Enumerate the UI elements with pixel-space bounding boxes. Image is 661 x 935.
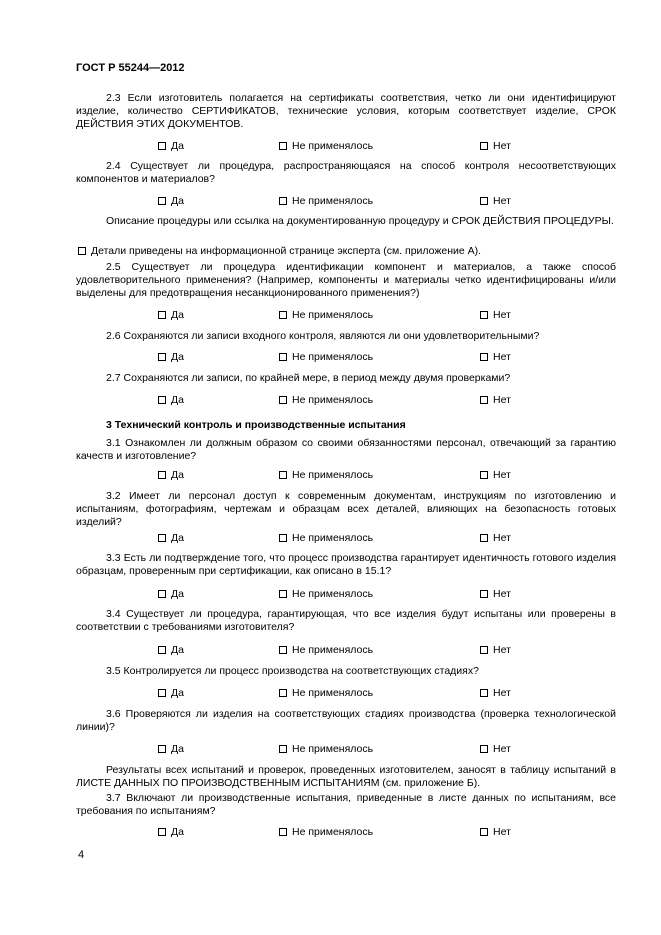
- option-no-label: Нет: [493, 394, 511, 406]
- checkbox-not-applied[interactable]: [279, 828, 287, 836]
- checkbox-yes[interactable]: [158, 828, 166, 836]
- checkbox-no[interactable]: [480, 590, 488, 598]
- checkbox-not-applied[interactable]: [279, 689, 287, 697]
- checkbox-yes[interactable]: [158, 590, 166, 598]
- checkbox-yes[interactable]: [158, 142, 166, 150]
- option-na-label: Не применялось: [292, 351, 374, 363]
- options-3-7: [0, 826, 661, 840]
- option-yes-label: Да: [171, 351, 184, 363]
- option-no-label: Нет: [493, 588, 511, 600]
- option-yes-label: Да: [171, 826, 184, 838]
- option-no-label: Нет: [493, 687, 511, 699]
- document-header: ГОСТ Р 55244—2012: [76, 62, 185, 74]
- checkbox-not-applied[interactable]: [279, 353, 287, 361]
- checkbox-no[interactable]: [480, 353, 488, 361]
- checkbox-not-applied[interactable]: [279, 142, 287, 150]
- checkbox-no[interactable]: [480, 471, 488, 479]
- option-no-label: Нет: [493, 826, 511, 838]
- option-yes-label: Да: [171, 309, 184, 321]
- item-3-1: 3.1 Ознакомлен ли должным образом со своими обязанностями персонал, отвечающий за гарантию качеств и изготовление?: [76, 437, 616, 462]
- checkbox-not-applied[interactable]: [279, 646, 287, 654]
- options-2-4: [0, 195, 661, 209]
- option-yes-label: Да: [171, 140, 184, 152]
- procedure-description: Описание процедуры или ссылка на документированную процедуру и СРОК ДЕЙСТВИЯ ПРОЦЕДУРЫ.: [106, 215, 614, 227]
- checkbox-not-applied[interactable]: [279, 197, 287, 205]
- details-text: Детали приведены на информационной странице эксперта (см. приложение А).: [91, 245, 482, 257]
- options-3-5: [0, 687, 661, 701]
- option-na-label: Не применялось: [292, 687, 374, 699]
- item-2-4: 2.4 Существует ли процедура, распространяющаяся на способ контроля несоответствующих компонентов и материалов?: [76, 160, 616, 185]
- option-na-label: Не применялось: [292, 743, 374, 755]
- item-3-7: 3.7 Включают ли производственные испытания, приведенные в листе данных по испытаниям, все требования по испытаниям?: [76, 792, 616, 817]
- option-na-label: Не применялось: [292, 309, 374, 321]
- option-yes-label: Да: [171, 532, 184, 544]
- options-2-6: [0, 351, 661, 365]
- checkbox-yes[interactable]: [158, 311, 166, 319]
- checkbox-yes[interactable]: [158, 353, 166, 361]
- item-2-3: 2.3 Если изготовитель полагается на сертификаты соответствия, четко ли они идентифицируют изделие, количество СЕРТИФИКАТОВ, технические условия, которым соответствует изделие, СРОК ДЕЙСТВИЯ ЭТИХ ДОКУМЕНТОВ.: [76, 92, 616, 130]
- item-3-4: 3.4 Существует ли процедура, гарантирующая, что все изделия будут испытаны или проверены в соответствии с требованиями изготовителя?: [76, 608, 616, 633]
- option-no-label: Нет: [493, 532, 511, 544]
- item-3-5: 3.5 Контролируется ли процесс производства на соответствующих стадиях?: [106, 665, 479, 677]
- option-na-label: Не применялось: [292, 826, 374, 838]
- option-no-label: Нет: [493, 743, 511, 755]
- option-no-label: Нет: [493, 644, 511, 656]
- option-na-label: Не применялось: [292, 532, 374, 544]
- checkbox-yes[interactable]: [158, 471, 166, 479]
- item-3-3: 3.3 Есть ли подтверждение того, что процесс производства гарантирует идентичность готового изделия образцам, проверенным при сертификации, как описано в 15.1?: [76, 552, 616, 577]
- checkbox-not-applied[interactable]: [279, 471, 287, 479]
- options-3-2: [0, 532, 661, 546]
- checkbox-no[interactable]: [480, 142, 488, 150]
- option-no-label: Нет: [493, 195, 511, 207]
- checkbox-not-applied[interactable]: [279, 311, 287, 319]
- item-2-7: 2.7 Сохраняются ли записи, по крайней мере, в период между двумя проверками?: [106, 372, 511, 384]
- checkbox-no[interactable]: [480, 197, 488, 205]
- option-na-label: Не применялось: [292, 394, 374, 406]
- options-2-7: [0, 394, 661, 408]
- option-yes-label: Да: [171, 743, 184, 755]
- option-no-label: Нет: [493, 309, 511, 321]
- option-no-label: Нет: [493, 351, 511, 363]
- option-yes-label: Да: [171, 195, 184, 207]
- option-yes-label: Да: [171, 644, 184, 656]
- page-number: 4: [78, 849, 85, 861]
- options-3-6: [0, 743, 661, 757]
- checkbox-not-applied[interactable]: [279, 534, 287, 542]
- checkbox-yes[interactable]: [158, 197, 166, 205]
- checkbox-yes[interactable]: [158, 534, 166, 542]
- checkbox-not-applied[interactable]: [279, 590, 287, 598]
- checkbox-details[interactable]: [78, 247, 86, 255]
- option-na-label: Не применялось: [292, 469, 374, 481]
- options-3-4: [0, 644, 661, 658]
- option-yes-label: Да: [171, 469, 184, 481]
- checkbox-yes[interactable]: [158, 646, 166, 654]
- checkbox-no[interactable]: [480, 689, 488, 697]
- checkbox-yes[interactable]: [158, 689, 166, 697]
- item-2-5: 2.5 Существует ли процедура идентификации компонент и материалов, а также способ удовлетворительного применения? (Например, компоненты и материалы четко идентифицированы и/или выделены для предотвращения несанкционированного применения?): [76, 261, 616, 299]
- option-na-label: Не применялось: [292, 195, 374, 207]
- checkbox-not-applied[interactable]: [279, 396, 287, 404]
- checkbox-yes[interactable]: [158, 396, 166, 404]
- item-3-6: 3.6 Проверяются ли изделия на соответствующих стадиях производства (проверка технологической линии)?: [76, 708, 616, 733]
- option-na-label: Не применялось: [292, 588, 374, 600]
- option-yes-label: Да: [171, 588, 184, 600]
- option-no-label: Нет: [493, 140, 511, 152]
- section-3-heading: 3 Технический контроль и производственные испытания: [106, 419, 406, 431]
- option-yes-label: Да: [171, 394, 184, 406]
- option-na-label: Не применялось: [292, 644, 374, 656]
- checkbox-no[interactable]: [480, 745, 488, 753]
- options-3-1: [0, 469, 661, 483]
- item-3-2: 3.2 Имеет ли персонал доступ к современным документам, инструкциям по изготовлению и испытаниям, фотографиям, чертежам и образцам всех деталей, влияющих на безопасность готовых изделий?: [76, 490, 616, 528]
- option-na-label: Не применялось: [292, 140, 374, 152]
- options-3-3: [0, 588, 661, 602]
- checkbox-yes[interactable]: [158, 745, 166, 753]
- test-results-note: Результаты всех испытаний и проверок, проведенных изготовителем, заносят в таблицу испытаний в ЛИСТЕ ДАННЫХ ПО ПРОИЗВОДСТВЕННЫМ ИСПЫТАНИЯМ (см. приложение Б).: [76, 764, 616, 789]
- options-2-5: [0, 309, 661, 323]
- checkbox-no[interactable]: [480, 828, 488, 836]
- option-no-label: Нет: [493, 469, 511, 481]
- checkbox-no[interactable]: [480, 311, 488, 319]
- checkbox-no[interactable]: [480, 646, 488, 654]
- item-2-6: 2.6 Сохраняются ли записи входного контроля, являются ли они удовлетворительными?: [106, 330, 540, 342]
- checkbox-not-applied[interactable]: [279, 745, 287, 753]
- checkbox-no[interactable]: [480, 534, 488, 542]
- checkbox-no[interactable]: [480, 396, 488, 404]
- options-2-3: [0, 140, 661, 154]
- details-line: [78, 245, 481, 257]
- option-yes-label: Да: [171, 687, 184, 699]
